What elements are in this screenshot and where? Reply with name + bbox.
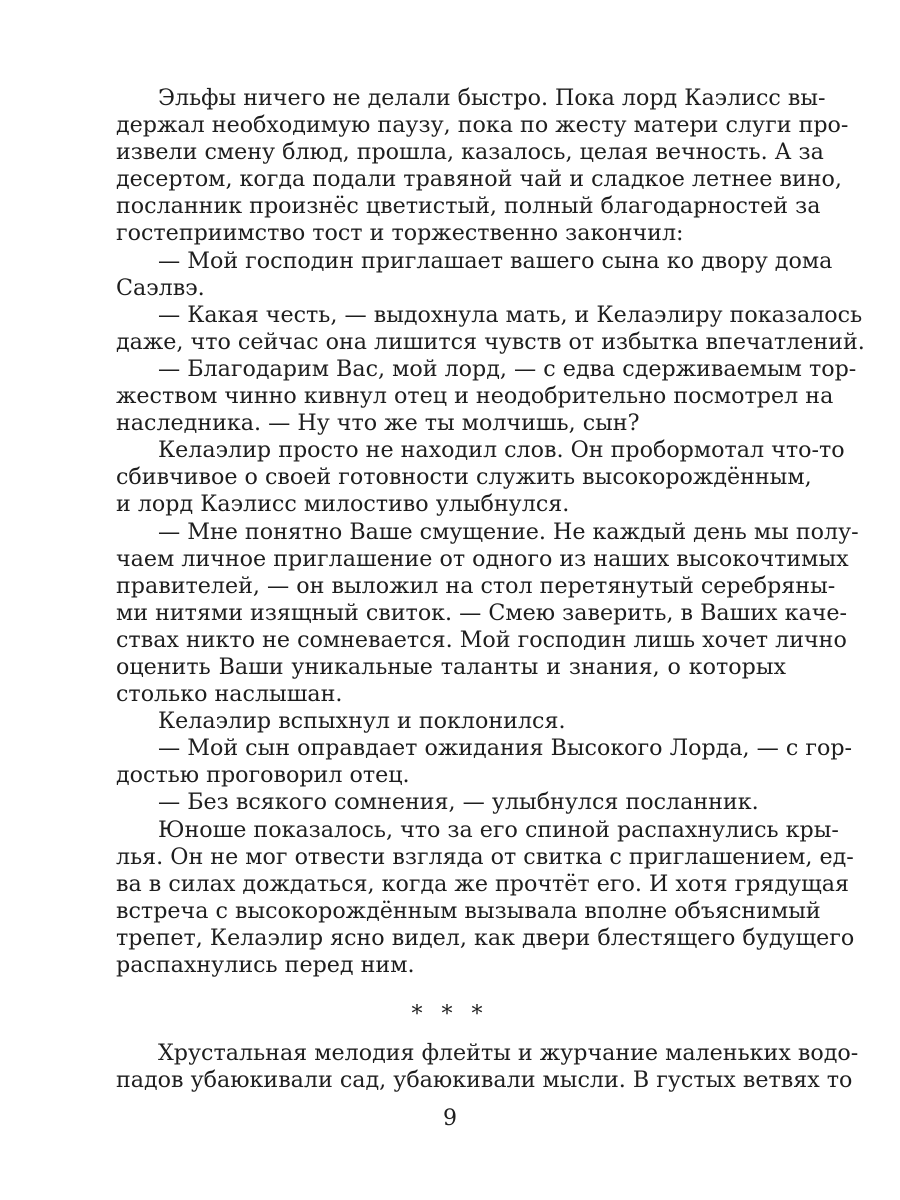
text-line: — Благодарим Вас, мой лорд, — с едва сдерживаемым тор- bbox=[158, 355, 857, 382]
text-line: столько наслышан. bbox=[116, 681, 343, 708]
text-line: Саэлвэ. bbox=[116, 274, 205, 301]
text-line: десертом, когда подали травяной чай и сладкое летнее вино, bbox=[116, 166, 842, 193]
text-line: извели смену блюд, прошла, казалось, целая вечность. А за bbox=[116, 139, 824, 166]
paragraph bbox=[116, 85, 849, 248]
text-block-main bbox=[116, 85, 865, 979]
text-line: — Мне понятно Ваше смущение. Не каждый день мы полу- bbox=[158, 518, 859, 545]
text-line: даже, что сейчас она лишится чувств от избытка впечатлений. bbox=[116, 328, 865, 355]
text-line: встреча с высокорождённым вызывала вполне объяснимый bbox=[116, 897, 821, 924]
text-line: распахнулись перед ним. bbox=[116, 952, 415, 978]
text-line: чаем личное приглашение от одного из наших высокочтимых bbox=[116, 545, 849, 572]
paragraph bbox=[116, 247, 833, 302]
text-line: — Мой господин приглашает вашего сына ко двору дома bbox=[158, 247, 833, 274]
text-line: Хрустальная мелодия флейты и журчание маленьких водо- bbox=[158, 1040, 859, 1066]
text-line: — Без всякого сомнения, — улыбнулся посланник. bbox=[158, 789, 759, 816]
text-line: оценить Ваши уникальные таланты и знания, о которых bbox=[116, 653, 786, 680]
text-line: трепет, Келаэлир ясно видел, как двери блестящего будущего bbox=[116, 924, 855, 951]
text-line: держал необходимую паузу, пока по жесту матери слуги про- bbox=[116, 112, 849, 139]
text-line: наследника. — Ну что же ты молчишь, сын? bbox=[116, 410, 640, 437]
text-line: — Какая честь, — выдохнула мать, и Келаэлиру показалось bbox=[158, 301, 863, 328]
text-line: гостеприимство тост и торжественно закончил: bbox=[116, 220, 684, 247]
text-line: ва в силах дождаться, когда же прочтёт его. И хотя грядущая bbox=[116, 870, 849, 897]
text-line: ствах никто не сомневается. Мой господин лишь хочет лично bbox=[116, 626, 847, 653]
scene-separator: * * * bbox=[411, 1002, 489, 1027]
paragraph bbox=[116, 789, 786, 816]
text-line: — Мой сын оправдает ожидания Высокого Лорда, — с гор- bbox=[158, 735, 853, 762]
text-line: и лорд Каэлисс милостиво улыбнулся. bbox=[116, 491, 570, 518]
text-line: жеством чинно кивнул отец и неодобрительно посмотрел на bbox=[116, 383, 834, 410]
paragraph bbox=[116, 355, 857, 437]
text-line: посланник произнёс цветистый, полный благодарностей за bbox=[116, 193, 821, 220]
text-block-continued bbox=[116, 1040, 859, 1094]
paragraph bbox=[116, 1040, 859, 1094]
text-line: сбивчивое о своей готовности служить высокорождённым, bbox=[116, 464, 812, 491]
paragraph bbox=[116, 708, 786, 735]
text-line: Юноше показалось, что за его спиной распахнулись кры- bbox=[158, 816, 839, 843]
text-line: ми нитями изящный свиток. — Смею заверить, в Ваших каче- bbox=[116, 599, 847, 626]
text-line: Эльфы ничего не делали быстро. Пока лорд Каэлисс вы- bbox=[158, 85, 826, 111]
text-line: правителей, — он выложил на стол перетянутый серебряны- bbox=[116, 572, 836, 599]
text-line: Келаэлир вспыхнул и поклонился. bbox=[158, 708, 566, 735]
text-line: достью проговорил отец. bbox=[116, 762, 410, 789]
text-line: Келаэлир просто не находил слов. Он пробормотал что-то bbox=[158, 437, 845, 464]
paragraph bbox=[116, 518, 859, 709]
paragraph bbox=[116, 301, 865, 356]
paragraph bbox=[116, 816, 855, 980]
page-number: 9 bbox=[443, 1106, 457, 1131]
paragraph bbox=[116, 735, 853, 789]
text-line: лья. Он не мог отвести взгляда от свитка с приглашением, ед- bbox=[116, 843, 854, 870]
paragraph bbox=[116, 437, 845, 518]
text-line: падов убаюкивали сад, убаюкивали мысли. В густых ветвях то bbox=[116, 1067, 853, 1094]
